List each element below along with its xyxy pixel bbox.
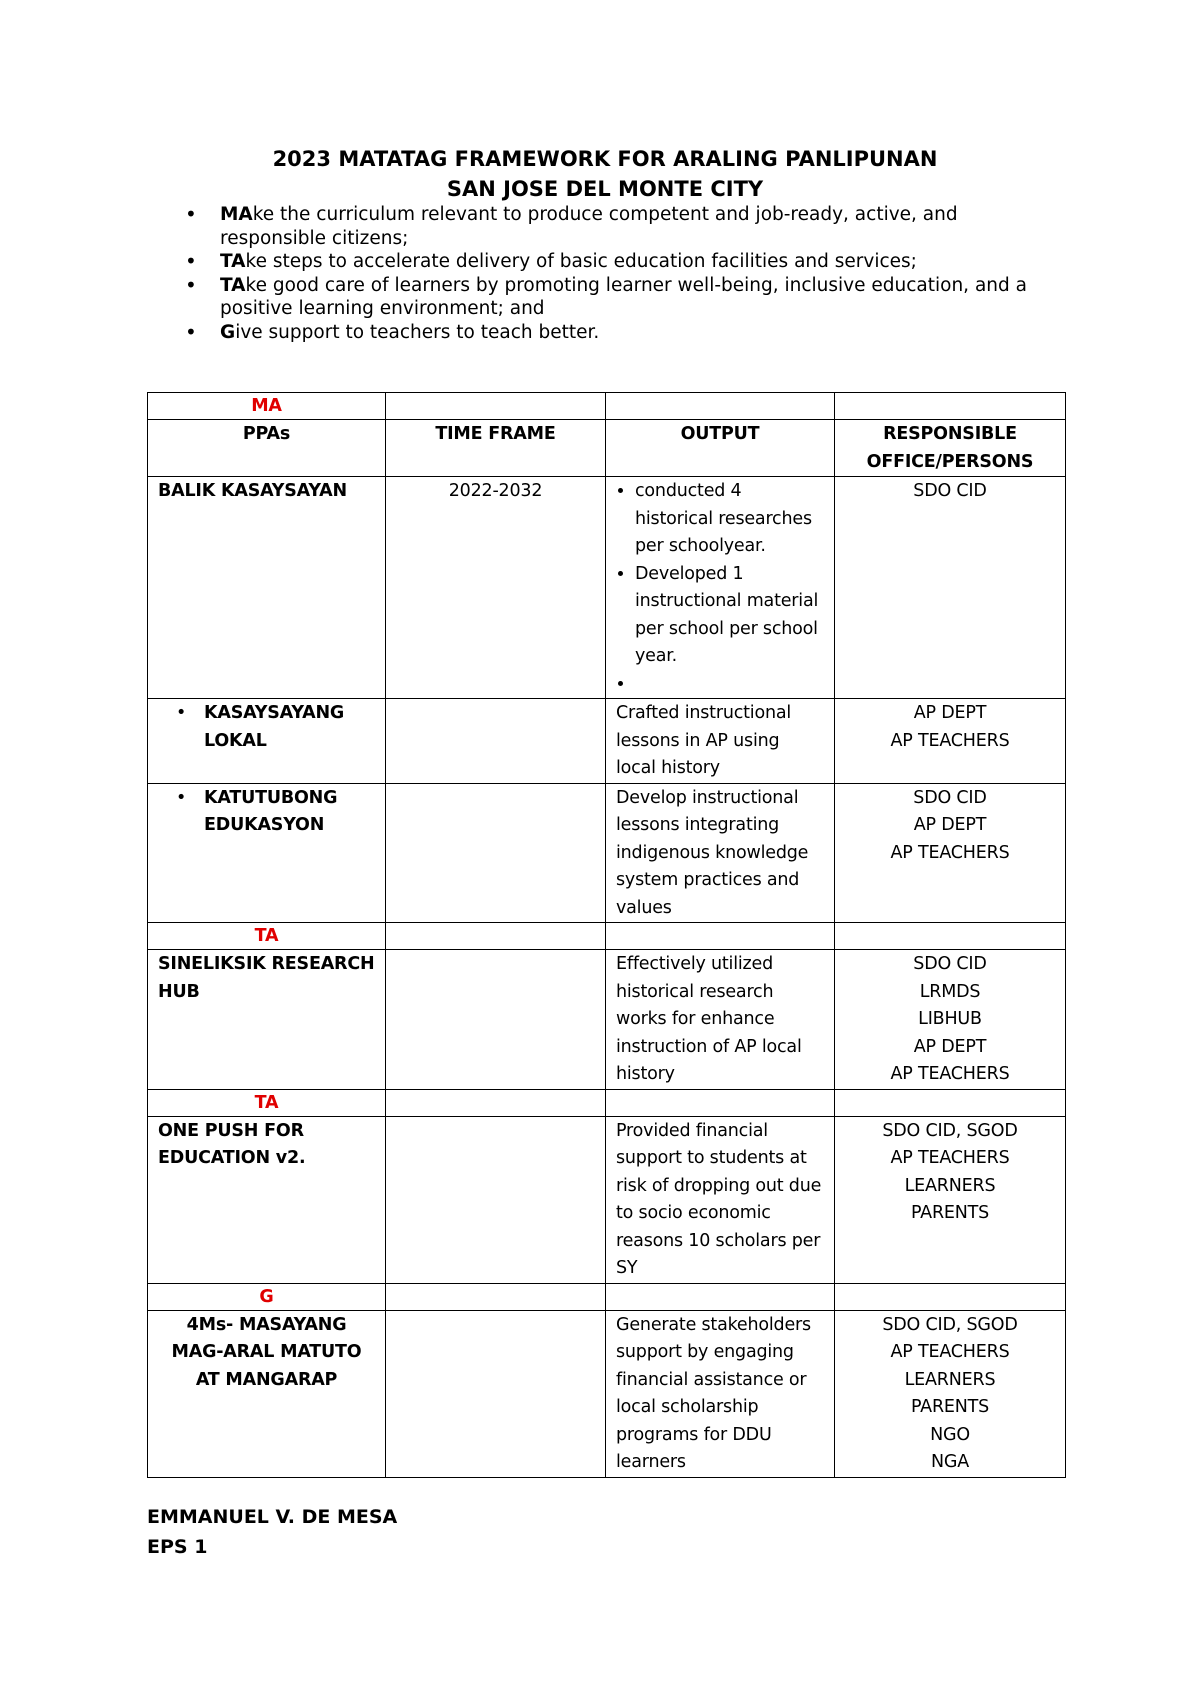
responsible-entry: SDO CID, SGOD (882, 1314, 1018, 1335)
signatory-name: EMMANUEL V. DE MESA (147, 1506, 398, 1528)
goal-item (178, 250, 1058, 274)
ppa-cell: BALIK KASAYSAYAN (148, 477, 386, 699)
responsible-entry: SDO CID (913, 787, 987, 808)
ppa-text: KATUTUBONG EDUKASYON (204, 787, 338, 835)
time-frame-cell (386, 699, 606, 784)
goal-item (178, 274, 1058, 321)
goal-text: ke steps to accelerate delivery of basic education facilities and services; (245, 251, 917, 272)
section-row-g (148, 1283, 1066, 1310)
ppa-cell: SINELIKSIK RESEARCH HUB (148, 950, 386, 1090)
ppa-cell (148, 783, 386, 923)
header-ppas: PPAs (148, 420, 386, 477)
section-label-g: G (259, 1286, 274, 1307)
header-responsible: RESPONSIBLE OFFICE/PERSONS (835, 420, 1066, 477)
table-row (148, 783, 1066, 923)
responsible-cell (835, 1116, 1066, 1283)
responsible-entry: AP DEPT (913, 703, 987, 723)
responsible-cell (835, 699, 1066, 784)
ppa-cell: ONE PUSH FOR EDUCATION v2. (148, 1116, 386, 1283)
goal-lead: TA (220, 251, 246, 272)
goal-lead: MA (220, 204, 253, 225)
goal-lead: TA (220, 274, 246, 296)
goal-item (178, 203, 1058, 250)
table-row (148, 1310, 1066, 1477)
document-subtitle: SAN JOSE DEL MONTE CITY (446, 177, 764, 201)
responsible-entry: LIBHUB (918, 1009, 982, 1029)
responsible-entry: AP DEPT (913, 1036, 987, 1057)
time-frame-cell (386, 1310, 606, 1477)
matatag-goals-list (178, 203, 1058, 344)
output-cell: Crafted instructional lessons in AP using local history (606, 699, 835, 784)
time-frame-cell (386, 950, 606, 1090)
output-item: • Developed 1 instructional material per school per school year. (635, 561, 824, 671)
table-row (148, 477, 1066, 699)
goal-item (178, 321, 1058, 345)
responsible-entry: AP TEACHERS (890, 1148, 1010, 1168)
responsible-entry: LRMDS (919, 981, 981, 1002)
framework-table (147, 392, 1066, 1478)
ppa-text: KASAYSAYANG LOKAL (204, 703, 345, 751)
output-list (616, 478, 824, 698)
goal-text: ke good care of learners by promoting learner well-being, inclusive education, and a positive learning environment; and (220, 274, 1027, 319)
output-cell: Effectively utilized historical research works for enhance instruction of AP local history (606, 950, 835, 1090)
section-row-ma (148, 393, 1066, 420)
responsible-entry: NGO (930, 1424, 970, 1445)
bullet-icon: • (175, 703, 187, 723)
table-row (148, 699, 1066, 784)
responsible-entry: AP TEACHERS (890, 842, 1010, 863)
responsible-cell (835, 1310, 1066, 1477)
time-frame-cell (386, 1116, 606, 1283)
responsible-cell (835, 783, 1066, 923)
output-cell: Provided financial support to students at risk of dropping out due to socio economic reasons 10 scholars per SY (606, 1116, 835, 1283)
table-row (148, 950, 1066, 1090)
section-label-ta: TA (254, 926, 279, 946)
responsible-entry: AP TEACHERS (890, 1064, 1010, 1084)
responsible-entry: PARENTS (910, 1397, 990, 1417)
document-title: 2023 MATATAG FRAMEWORK FOR ARALING PANLIPUNAN (272, 147, 938, 171)
output-cell (606, 477, 835, 699)
header-row (148, 420, 1066, 477)
table-row (148, 1116, 1066, 1283)
section-row-ta (148, 1089, 1066, 1116)
section-label-ta: TA (254, 1092, 279, 1113)
output-item (635, 671, 824, 699)
time-frame-cell: 2022-2032 (386, 477, 606, 699)
time-frame-cell (386, 783, 606, 923)
responsible-cell (835, 950, 1066, 1090)
output-item: • conducted 4 historical researches per schoolyear. (635, 478, 824, 561)
output-cell: Develop instructional lessons integrating indigenous knowledge system practices and values (606, 783, 835, 923)
header-output: OUTPUT (606, 420, 835, 477)
goal-text: ke the curriculum relevant to produce competent and job-ready, active, and responsible citizens; (220, 204, 958, 249)
ppa-cell: 4Ms- MASAYANG MAG-ARAL MATUTO AT MANGARAP (148, 1310, 386, 1477)
responsible-entry: SDO CID, SGOD (882, 1120, 1018, 1141)
responsible-entry: AP TEACHERS (890, 730, 1010, 751)
output-cell: Generate stakeholders support by engaging financial assistance or local scholarship programs for DDU learners (606, 1310, 835, 1477)
responsible-entry: AP DEPT (913, 815, 987, 835)
signatory-position: EPS 1 (147, 1536, 208, 1558)
goal-lead: G (220, 321, 236, 343)
responsible-entry: LEARNERS (904, 1369, 996, 1390)
responsible-entry: PARENTS (910, 1203, 990, 1223)
responsible-entry: LEARNERS (904, 1175, 996, 1196)
goal-text: ive support to teachers to teach better. (235, 321, 600, 343)
responsible-cell: SDO CID (835, 477, 1066, 699)
responsible-entry: AP TEACHERS (890, 1342, 1010, 1362)
bullet-icon: • (175, 787, 187, 808)
header-time-frame: TIME FRAME (386, 420, 606, 477)
section-row-ta (148, 923, 1066, 950)
ppa-cell (148, 699, 386, 784)
section-label-ma: MA (251, 396, 282, 416)
responsible-entry: NGA (930, 1452, 970, 1472)
responsible-entry: SDO CID (913, 954, 987, 974)
